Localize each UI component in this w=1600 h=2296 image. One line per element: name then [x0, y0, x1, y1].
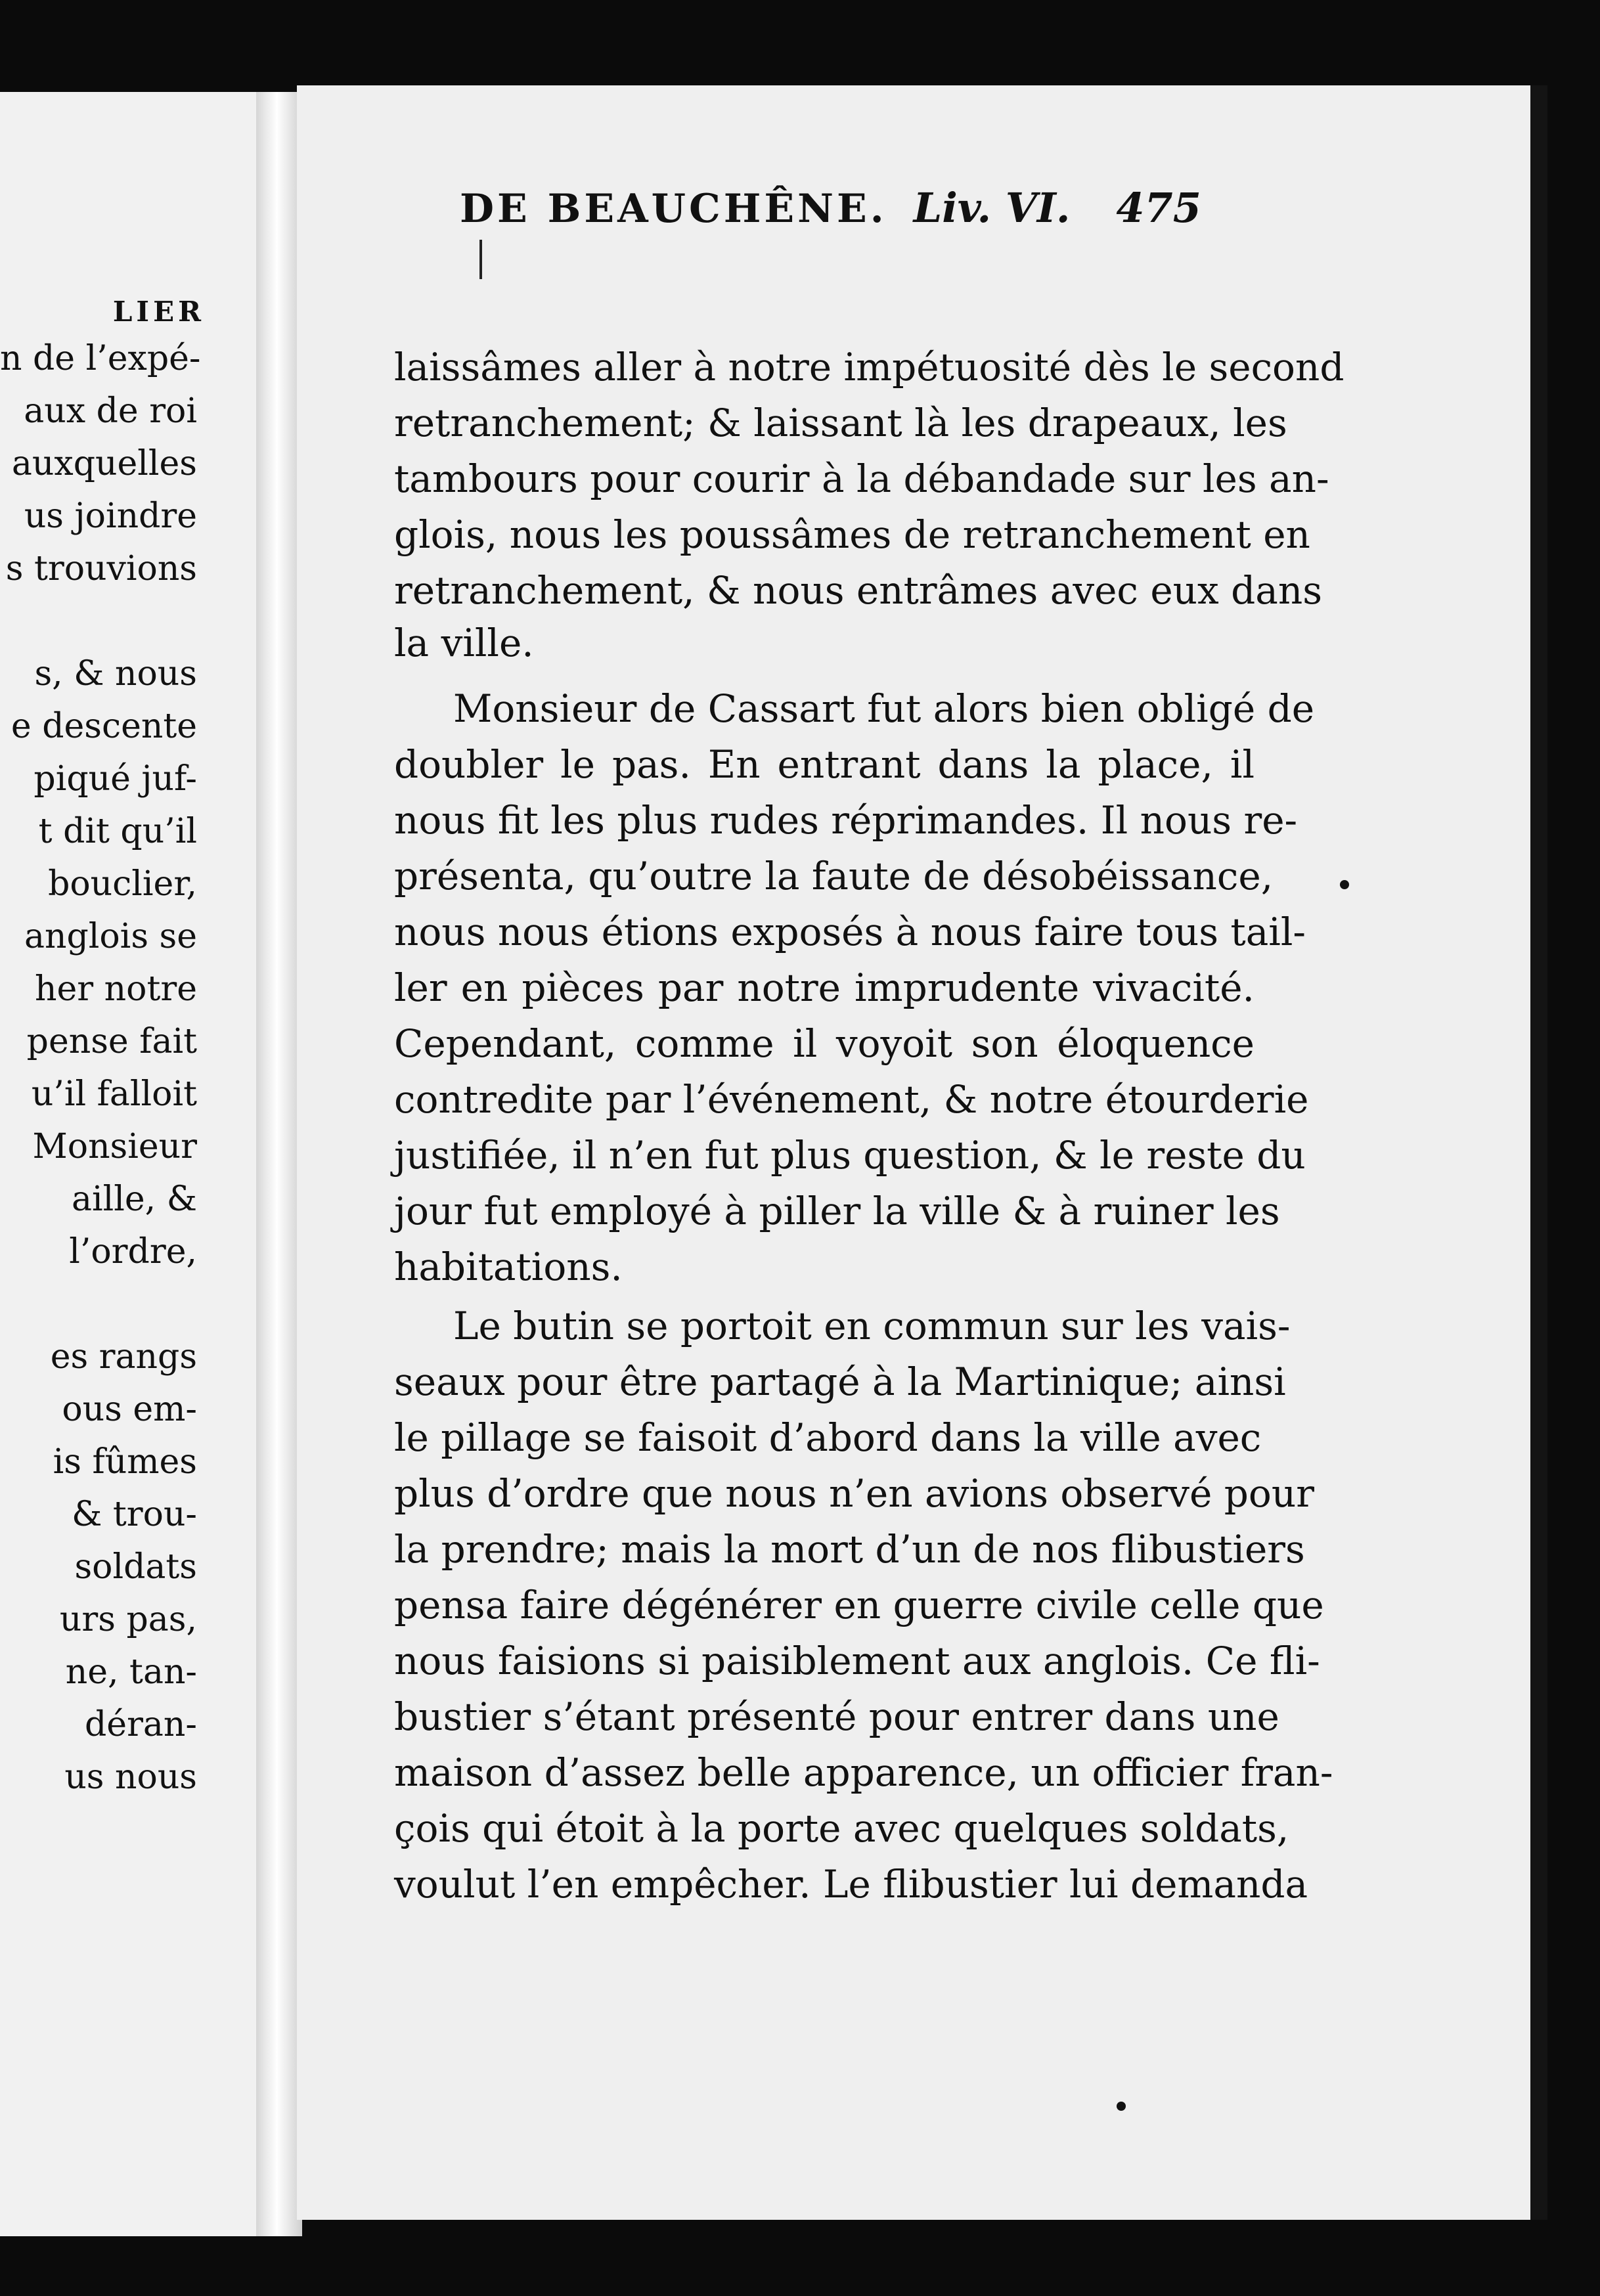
left-page-line: us joindre: [24, 497, 197, 536]
left-page-line: bouclier,: [48, 864, 197, 904]
body-text-line: Cependant, comme il voyoit son éloquence: [394, 1021, 1255, 1066]
body-text-line: voulut l’en empêcher. Le flibustier lui demanda: [394, 1862, 1308, 1907]
body-text-line: justifiée, il n’en fut plus question, & le reste du: [394, 1133, 1306, 1178]
left-page-line: t dit qu’il: [38, 812, 197, 851]
left-page-line: ous em-: [62, 1390, 197, 1429]
left-page-line: ne, tan-: [65, 1652, 197, 1692]
left-page-line: aille, &: [71, 1180, 197, 1219]
running-head-title: DE BEAUCHÊNE.: [460, 186, 887, 232]
left-page-line: déran-: [85, 1705, 197, 1744]
body-text-line: çois qui étoit à la porte avec quelques soldats,: [394, 1806, 1289, 1851]
left-running-head: LIER: [112, 296, 205, 328]
body-text-line: Monsieur de Cassart fut alors bien obligé de: [453, 686, 1315, 731]
left-page-line: s, & nous: [34, 654, 197, 694]
book-gutter: [256, 92, 302, 2236]
body-text-line: maison d’assez belle apparence, un officier fran-: [394, 1750, 1333, 1795]
body-text-line: contredite par l’événement, & notre étourderie: [394, 1077, 1309, 1122]
left-page-line: piqué juf-: [33, 759, 197, 799]
ink-speck: [1340, 880, 1349, 889]
body-text-line: pensa faire dégénérer en guerre civile celle que: [394, 1583, 1324, 1627]
left-page-line: auxquelles: [11, 444, 197, 483]
ink-speck: [1117, 2102, 1126, 2111]
page-edge-shadow: [1530, 85, 1547, 2220]
body-text-line: plus d’ordre que nous n’en avions observé pour: [394, 1471, 1314, 1516]
body-text-line: la prendre; mais la mort d’un de nos flibustiers: [394, 1527, 1305, 1572]
left-page-line: urs pas,: [59, 1600, 197, 1639]
body-text-line: le pillage se faisoit d’abord dans la ville avec: [394, 1415, 1262, 1460]
left-page-line: anglois se: [24, 917, 197, 956]
left-page-line: Monsieur: [32, 1127, 197, 1166]
left-page-line: aux de roi: [24, 391, 197, 431]
body-text-line: habitations.: [394, 1245, 623, 1289]
left-page-line: her notre: [35, 969, 197, 1009]
left-page-line: us nous: [64, 1757, 197, 1797]
body-text-line: retranchement, & nous entrâmes avec eux dans: [394, 568, 1322, 613]
left-page-line: e descente: [11, 707, 197, 746]
page-number: 475: [1116, 184, 1201, 232]
left-page-line: is fûmes: [53, 1442, 197, 1482]
body-text-line: ler en pièces par notre imprudente vivacité.: [394, 965, 1255, 1010]
left-page-line: soldats: [74, 1547, 197, 1587]
left-page-line: & trou-: [72, 1495, 197, 1534]
running-head-book: Liv. VI.: [913, 184, 1071, 232]
body-text-line: laissâmes aller à notre impétuosité dès le second: [394, 345, 1344, 389]
running-head: [460, 184, 1272, 250]
body-text-line: présenta, qu’outre la faute de désobéissance,: [394, 854, 1274, 898]
body-text-line: tambours pour courir à la débandade sur les an-: [394, 456, 1329, 501]
body-text-line: jour fut employé à piller la ville & à ruiner les: [394, 1189, 1280, 1233]
body-text-line: nous faisions si paisiblement aux anglois. Ce fli-: [394, 1639, 1320, 1683]
body-text-line: seaux pour être partagé à la Martinique; ainsi: [394, 1359, 1286, 1404]
left-page-line: pense fait: [26, 1022, 197, 1061]
body-text-line: Le butin se portoit en commun sur les vais-: [453, 1304, 1291, 1348]
left-page-line: u’il falloit: [31, 1074, 197, 1114]
body-text-line: nous nous étions exposés à nous faire tous tail-: [394, 910, 1306, 954]
body-text-line: doubler le pas. En entrant dans la place, il: [394, 742, 1255, 787]
body-text-line: bustier s’étant présenté pour entrer dans une: [394, 1694, 1279, 1739]
left-page-line: es rangs: [50, 1337, 197, 1377]
left-page-line: l’ordre,: [69, 1232, 197, 1271]
body-text-line: la ville.: [394, 621, 534, 665]
left-page-line: n de l’expé-: [0, 339, 201, 378]
body-text-line: retranchement; & laissant là les drapeaux, les: [394, 401, 1287, 445]
left-page-line: s trouvions: [5, 549, 197, 588]
body-text-line: nous fit les plus rudes réprimandes. Il nous re-: [394, 798, 1298, 843]
body-text-line: glois, nous les poussâmes de retranchement en: [394, 512, 1310, 557]
